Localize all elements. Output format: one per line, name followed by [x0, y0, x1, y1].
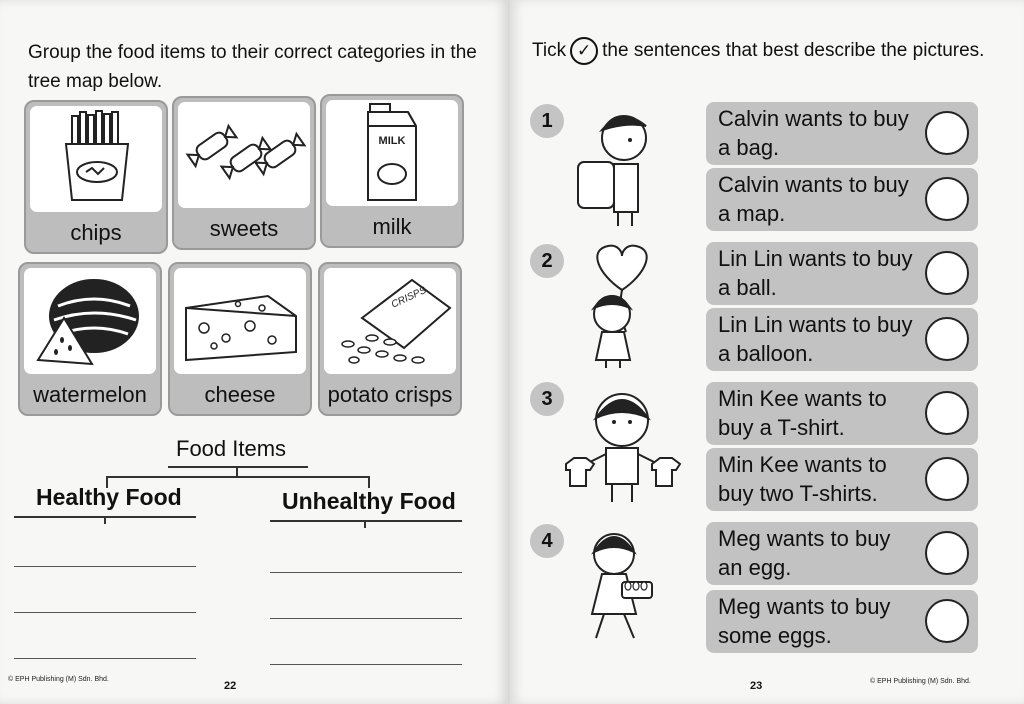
food-label-milk: milk: [372, 214, 412, 239]
q1-option-1-tick-circle[interactable]: [925, 111, 969, 155]
food-card-cheese[interactable]: [168, 262, 312, 416]
cheese-icon: [174, 268, 306, 374]
right-page-number: 23: [750, 680, 763, 692]
potato-crisps-icon: [324, 268, 456, 374]
unhealthy-answer-line-1[interactable]: [270, 572, 462, 573]
question-number-2: 2: [530, 244, 564, 278]
boy-with-backpack-icon: [564, 104, 654, 233]
food-card-sweets[interactable]: [172, 96, 316, 250]
instruction-tick-word: Tick: [532, 40, 567, 61]
q4-option-2-tick-circle[interactable]: [925, 599, 969, 643]
milk-carton-text: MILK: [378, 135, 406, 147]
unhealthy-answer-line-3[interactable]: [270, 664, 462, 665]
q4-option-2: [706, 590, 978, 653]
instruction-rest: the sentences that best describe the pictures.: [602, 40, 985, 61]
food-card-chips[interactable]: [24, 100, 168, 254]
left-instruction: Group the food items to their correct categories in the tree map below.: [28, 42, 477, 92]
right-page: [510, 0, 1024, 704]
food-card-milk[interactable]: [320, 94, 464, 248]
q3-option-2: [706, 448, 978, 511]
q3-option-2-tick-circle[interactable]: [925, 457, 969, 501]
question-number-4: 4: [530, 524, 564, 558]
food-label-cheese: cheese: [204, 382, 276, 407]
left-page-number: 22: [224, 680, 237, 692]
q1-option-1-text: Calvin wants to buy a bag.: [718, 106, 909, 160]
q2-option-1-tick-circle[interactable]: [925, 251, 969, 295]
healthy-answer-line-3[interactable]: [14, 658, 196, 659]
tree-title-underline: [168, 466, 308, 468]
right-instruction: [532, 36, 1002, 65]
category-unhealthy: Unhealthy Food: [282, 488, 456, 514]
boy-with-t-shirts-icon: [560, 384, 684, 513]
left-footer: © EPH Publishing (M) Sdn. Bhd.: [8, 676, 109, 683]
healthy-answer-line-1[interactable]: [14, 566, 196, 567]
q1-option-1: [706, 102, 978, 165]
q3-option-1-tick-circle[interactable]: [925, 391, 969, 435]
unhealthy-underline: [270, 520, 462, 522]
left-page: [0, 0, 508, 704]
watermelon-icon: [24, 268, 156, 374]
q2-option-2-tick-circle[interactable]: [925, 317, 969, 361]
category-healthy: Healthy Food: [36, 484, 182, 510]
q4-option-2-text: Meg wants to buy some eggs.: [718, 594, 891, 648]
q2-option-2: [706, 308, 978, 371]
q2-option-1: [706, 242, 978, 305]
girl-with-eggs-icon: [574, 526, 664, 655]
q3-option-1: [706, 382, 978, 445]
crisps-bag-text: CRISPS: [389, 284, 429, 311]
q3-option-1-text: Min Kee wants to buy a T-shirt.: [718, 386, 887, 440]
sweets-icon: [178, 102, 310, 208]
tick-icon: ✓: [570, 37, 598, 65]
tree-stem: [236, 466, 238, 476]
chips-icon: [30, 106, 162, 212]
q1-option-2: [706, 168, 978, 231]
unhealthy-tick: [364, 520, 366, 528]
q4-option-1-tick-circle[interactable]: [925, 531, 969, 575]
right-footer: © EPH Publishing (M) Sdn. Bhd.: [870, 678, 971, 685]
food-label-potato-crisps: potato crisps: [327, 382, 453, 407]
healthy-answer-line-2[interactable]: [14, 612, 196, 613]
q1-option-2-tick-circle[interactable]: [925, 177, 969, 221]
question-number-3: 3: [530, 382, 564, 416]
tree-branch-right: [368, 476, 370, 488]
food-card-watermelon[interactable]: [18, 262, 162, 416]
food-label-sweets: sweets: [209, 216, 279, 241]
tree-branch: [106, 476, 370, 478]
food-card-potato-crisps[interactable]: [318, 262, 462, 416]
food-label-chips: chips: [70, 220, 122, 245]
q4-option-1-text: Meg wants to buy an egg.: [718, 526, 891, 580]
q2-option-1-text: Lin Lin wants to buy a ball.: [718, 246, 913, 300]
q3-option-2-text: Min Kee wants to buy two T-shirts.: [718, 452, 887, 506]
milk-carton-icon: [326, 100, 458, 206]
q4-option-1: [706, 522, 978, 585]
q2-option-2-text: Lin Lin wants to buy a balloon.: [718, 312, 913, 366]
girl-with-balloon-icon: [572, 244, 662, 375]
food-label-watermelon: watermelon: [33, 382, 147, 407]
q1-option-2-text: Calvin wants to buy a map.: [718, 172, 909, 226]
question-number-1: 1: [530, 104, 564, 138]
unhealthy-answer-line-2[interactable]: [270, 618, 462, 619]
healthy-tick: [104, 516, 106, 524]
tree-title: Food Items: [176, 436, 287, 461]
